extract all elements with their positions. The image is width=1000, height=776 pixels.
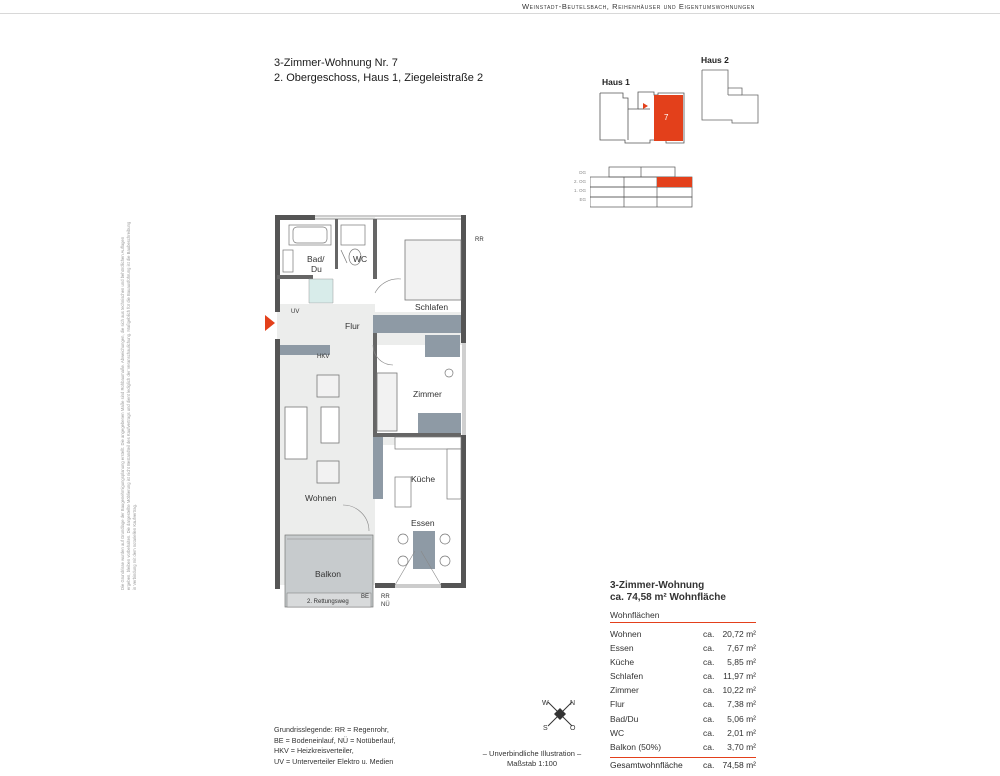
building-locator-map bbox=[590, 60, 770, 215]
compass-s: S bbox=[543, 725, 548, 732]
dining-table bbox=[413, 531, 435, 569]
plan-legend bbox=[274, 725, 395, 767]
armchair-top-icon bbox=[317, 375, 339, 397]
area-row-value: 7,67 m² bbox=[727, 643, 756, 654]
compass-n: N bbox=[570, 700, 576, 707]
apartment-title bbox=[274, 56, 483, 85]
abbrev-hkv: HKV bbox=[317, 354, 330, 360]
area-row-label: Zimmer bbox=[610, 685, 639, 696]
area-row bbox=[610, 669, 756, 683]
room-label-balkon: Balkon bbox=[315, 569, 341, 579]
legend-line-1: Grundrisslegende: RR = Regenrohr, bbox=[274, 725, 389, 734]
area-total-row bbox=[610, 757, 756, 771]
area-row-label: Wohnen bbox=[610, 629, 642, 639]
armchair-bottom-icon bbox=[317, 461, 339, 483]
legend-line-4: UV = Unterverteiler Elektro u. Medien bbox=[274, 756, 394, 766]
area-total-label: Gesamtwohnfläche bbox=[610, 759, 683, 770]
disclaimer-vertical: Die Grundrisse wurden auf Grundlage der Baugenehmigungsplanung erstellt. Die angegebenen Maße sind Rohbaumaße. Abweichungen, die sich aus technischen und behördlichen Auflagen ergeben, bleiben vorbehalten. Die dargestellte Möblierung ist nicht Bestandteil des Kaufvertrags und dient lediglich der Veranschaulichung. Maßgeblich für die Bauausführung ist die Baubeschreibung in Verbindung mit dem notariellen Kaufvertrag. bbox=[120, 221, 137, 590]
project-header: Weinstadt-Beutelsbach, Reihenhäuser und Eigentumswohnungen bbox=[521, 2, 755, 11]
area-total-ca: ca. bbox=[703, 759, 715, 770]
room-label-flur: Flur bbox=[345, 321, 360, 331]
header-divider bbox=[0, 13, 1000, 14]
coffee-table-icon bbox=[321, 407, 339, 443]
locator-haus1-label: Haus 1 bbox=[602, 77, 630, 87]
area-row-value: 20,72 m² bbox=[722, 629, 756, 639]
area-row-value: 7,38 m² bbox=[727, 699, 756, 710]
abbrev-uv: UV bbox=[291, 309, 300, 315]
area-row-value: 2,01 m² bbox=[727, 727, 756, 738]
floor-label-2og: 2. OG bbox=[573, 179, 586, 184]
floor-label-1og: 1. OG bbox=[573, 188, 586, 193]
area-row-ca: ca. bbox=[703, 727, 715, 738]
abbrev-rr-bottom: RR bbox=[381, 594, 390, 600]
compass-w: W bbox=[542, 700, 549, 707]
kitchen-counter-top bbox=[395, 437, 461, 449]
compass-o: O bbox=[570, 725, 576, 732]
abbrev-rr-top: RR bbox=[475, 237, 484, 243]
abbrev-nu: NÜ bbox=[381, 602, 390, 608]
zimmer-desk bbox=[425, 335, 460, 357]
area-row-value: 10,22 m² bbox=[722, 685, 756, 696]
area-row-value: 5,06 m² bbox=[727, 713, 756, 724]
floor-plan bbox=[265, 205, 495, 617]
floor-label-eg: EG bbox=[579, 197, 586, 202]
room-label-zimmer: Zimmer bbox=[413, 389, 442, 399]
area-row-ca: ca. bbox=[703, 643, 715, 654]
unit-7-highlight bbox=[654, 95, 683, 141]
area-row-label: Bad/Du bbox=[610, 713, 639, 724]
haus2-outline bbox=[702, 70, 758, 123]
area-row-ca: ca. bbox=[703, 657, 715, 668]
unit-number-label: 7 bbox=[664, 113, 669, 122]
room-label-bad: Bad/ bbox=[307, 254, 325, 264]
area-row-value: 11,97 m² bbox=[723, 671, 756, 682]
area-row-ca: ca. bbox=[703, 741, 715, 752]
area-row-ca: ca. bbox=[703, 629, 715, 639]
area-row-label: Balkon (50%) bbox=[610, 741, 662, 752]
apartment-title-line2: 2. Obergeschoss, Haus 1, Ziegeleistraße 2 bbox=[274, 71, 484, 84]
area-row-ca: ca. bbox=[703, 699, 715, 710]
area-row bbox=[610, 726, 756, 740]
compass-icon bbox=[540, 694, 580, 734]
area-row-ca: ca. bbox=[703, 713, 715, 724]
illustration-note bbox=[472, 749, 592, 769]
bed-icon bbox=[405, 240, 461, 300]
room-label-essen: Essen bbox=[411, 518, 435, 528]
area-row-label: Küche bbox=[610, 657, 635, 668]
summary-title: 3-Zimmer-Wohnung bbox=[610, 580, 705, 591]
area-row-label: Schlafen bbox=[610, 671, 644, 682]
entrance-marker-icon bbox=[643, 103, 648, 109]
apartment-title-line1: 3-Zimmer-Wohnung Nr. 7 bbox=[274, 57, 398, 69]
selected-floor-highlight bbox=[657, 177, 692, 187]
shower-area bbox=[309, 279, 333, 303]
area-row-label: Essen bbox=[610, 643, 634, 654]
area-row-label: WC bbox=[610, 727, 625, 738]
room-label-schlafen: Schlafen bbox=[415, 302, 449, 312]
room-label-kueche: Küche bbox=[411, 474, 436, 484]
summary-total-area: ca. 74,58 m² Wohnfläche bbox=[610, 592, 726, 603]
entrance-marker-icon bbox=[265, 315, 275, 331]
area-row-ca: ca. bbox=[703, 685, 715, 696]
scale-label: Maßstab 1:100 bbox=[506, 759, 558, 768]
area-row-ca: ca. bbox=[703, 671, 715, 682]
area-row-label: Flur bbox=[610, 699, 625, 710]
area-row bbox=[610, 712, 756, 726]
rettungsweg-label: 2. Rettungsweg bbox=[307, 599, 349, 605]
area-row-value: 3,70 m² bbox=[727, 741, 756, 752]
area-row bbox=[610, 641, 756, 655]
area-row bbox=[610, 683, 756, 697]
area-row bbox=[610, 740, 756, 754]
locator-haus2-label: Haus 2 bbox=[701, 55, 729, 65]
summary-subtitle: Wohnflächen bbox=[610, 610, 756, 623]
kitchen-counter-left bbox=[373, 437, 383, 499]
area-row bbox=[610, 655, 756, 669]
area-rows bbox=[610, 627, 756, 754]
legend-line-3: HKV = Heizkreisverteiler, bbox=[274, 746, 354, 755]
zimmer-bed bbox=[377, 373, 397, 431]
room-label-du: Du bbox=[311, 264, 322, 274]
area-summary bbox=[610, 580, 756, 771]
room-label-wohnen: Wohnen bbox=[305, 493, 337, 503]
kitchen-stove-icon bbox=[395, 477, 411, 507]
area-row bbox=[610, 627, 756, 641]
area-row-value: 5,85 m² bbox=[727, 657, 756, 668]
zimmer-shelf bbox=[418, 413, 461, 433]
illustration-line1: – Unverbindliche Illustration – bbox=[482, 749, 582, 758]
abbrev-be: BE bbox=[361, 594, 370, 600]
legend-line-2: BE = Bodeneinlauf, NÜ = Notüberlauf, bbox=[274, 735, 396, 745]
area-total-value: 74,58 m² bbox=[722, 759, 756, 770]
sofa-icon bbox=[285, 407, 307, 459]
room-label-wc: WC bbox=[353, 254, 368, 264]
kitchen-counter-right bbox=[447, 449, 461, 499]
floor-labels bbox=[560, 168, 586, 204]
floor-label-dg: DG bbox=[579, 170, 586, 175]
area-row bbox=[610, 697, 756, 711]
